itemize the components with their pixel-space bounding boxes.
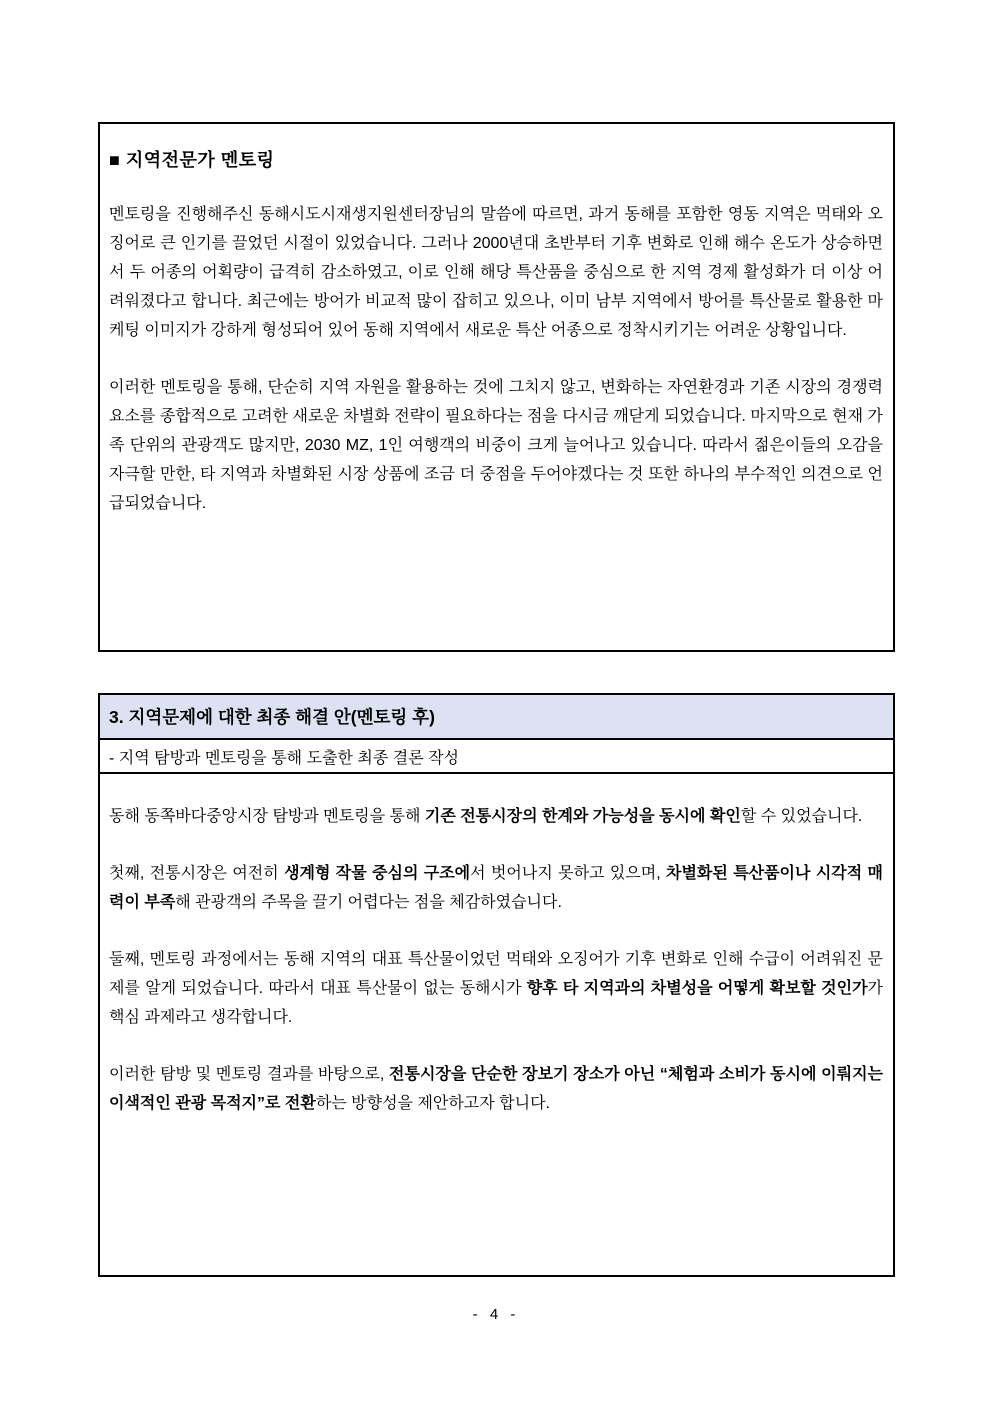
conclusion-subheader-text: - 지역 탐방과 멘토링을 통해 도출한 최종 결론 작성 (109, 749, 460, 767)
mentoring-section-title: ■ 지역전문가 멘토링 (109, 150, 275, 170)
page-number: - 4 - (472, 1306, 520, 1323)
conclusion-header-title: 3. 지역문제에 대한 최종 해결 안(멘토링 후) (109, 707, 435, 727)
mentoring-section (98, 122, 895, 652)
conclusion-header-row (100, 695, 893, 740)
conclusion-paragraph-3: 둘째, 멘토링 과정에서는 동해 지역의 대표 특산물이었던 먹태와 오징어가 기후 변화로 인해 수급이 어려워진 문제를 알게 되었습니다. 따라서 대표 특산물이 없는 동해시가 향후 타 지역과의 차별성을 어떻게 확보할 것인가가 핵심 과제라고 생각합니다. (109, 951, 883, 1026)
mentoring-paragraph-2: 이러한 멘토링을 통해, 단순히 지역 자원을 활용하는 것에 그치지 않고, 변화하는 자연환경과 기존 시장의 경쟁력 요소를 종합적으로 고려한 새로운 차별화 전략이 필요하다는 점을 다시금 깨닫게 되었습니다. 마지막으로 현재 가족 단위의 관광객도 많지만, 2030 MZ, 1인 여행객의 비중이 크게 늘어나고 있습니다. 따라서 젊은이들의 오감을 자극할 만한, 타 지역과 차별화된 시장 상품에 조금 더 중점을 두어야겠다는 것 또한 하나의 부수적인 의견으로 언급되었습니다. (109, 379, 883, 512)
conclusion-section (98, 693, 895, 1277)
conclusion-paragraph-2: 첫째, 전통시장은 여전히 생계형 작물 중심의 구조에서 벗어나지 못하고 있으며, 차별화된 특산품이나 시각적 매력이 부족해 관광객의 주목을 끌기 어렵다는 점을 체감하였습니다. (109, 865, 883, 911)
mentoring-paragraph-1: 멘토링을 진행해주신 동해시도시재생지원센터장님의 말씀에 따르면, 과거 동해를 포함한 영동 지역은 먹태와 오징어로 큰 인기를 끌었던 시절이 있었습니다. 그러나 2000년대 초반부터 기후 변화로 인해 해수 온도가 상승하면서 두 어종의 어획량이 급격히 감소하였고, 이로 인해 해당 특산품을 중심으로 한 지역 경제 활성화가 더 이상 어려워졌다고 합니다. 최근에는 방어가 비교적 많이 잡히고 있으나, 이미 남부 지역에서 방어를 특산물로 활용한 마케팅 이미지가 강하게 형성되어 있어 동해 지역에서 새로운 특산 어종으로 정착시키기는 어려운 상황입니다. (109, 206, 883, 339)
conclusion-paragraph-4: 이러한 탐방 및 멘토링 결과를 바탕으로, 전통시장을 단순한 장보기 장소가 아닌 “체험과 소비가 동시에 이뤄지는 이색적인 관광 목적지”로 전환하는 방향성을 제안하고자 합니다. (109, 1066, 883, 1112)
conclusion-body (100, 774, 893, 1275)
conclusion-paragraph-1: 동해 동쪽바다중앙시장 탐방과 멘토링을 통해 기존 전통시장의 한계와 가능성을 동시에 확인할 수 있었습니다. (109, 808, 863, 825)
conclusion-subheader-row (100, 740, 893, 774)
